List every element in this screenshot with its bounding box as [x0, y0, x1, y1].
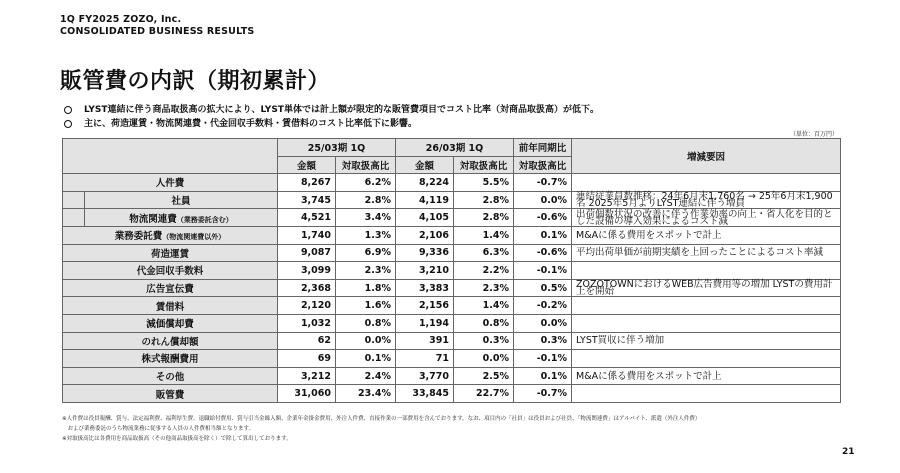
row-label-text: 代金回収手数料: [136, 266, 204, 278]
amount-curr: 2,156: [396, 297, 454, 315]
table-header-row: [63, 139, 841, 157]
amount-prev: 1,740: [278, 226, 336, 244]
ratio-prev: 6.2%: [336, 174, 396, 192]
amount-curr: 8,224: [396, 174, 454, 192]
row-label-text: 社員: [171, 196, 191, 208]
ratio-prev: 2.4%: [336, 367, 396, 385]
bullet-circle-icon: [64, 120, 72, 128]
change-factor: 連結従業員数推移：24年6月末1,760名 → 25年6月末1,900名 2025年5月よりLYST連結に伴う増員: [572, 191, 841, 209]
ratio-diff: -0.7%: [514, 385, 572, 403]
table-row: [63, 367, 841, 385]
report-header-line1: 1Q FY2025 ZOZO, Inc.: [60, 14, 182, 25]
ratio-diff: -0.7%: [514, 174, 572, 192]
ratio-diff: -0.1%: [514, 350, 572, 368]
amount-prev: 8,267: [278, 174, 336, 192]
table-row: [63, 350, 841, 368]
ratio-diff: -0.6%: [514, 209, 572, 227]
row-label: [63, 297, 278, 315]
report-header-line2: CONSOLIDATED BUSINESS RESULTS: [60, 26, 255, 37]
row-label: [63, 279, 278, 297]
ratio-prev: 2.8%: [336, 191, 396, 209]
amount-curr: 2,106: [396, 226, 454, 244]
row-label: [63, 314, 278, 332]
ratio-curr: 1.4%: [454, 297, 514, 315]
table-row: [63, 209, 841, 227]
ratio-diff: 0.0%: [514, 314, 572, 332]
bullet-circle-icon: [64, 106, 72, 114]
row-label: [85, 191, 278, 209]
ratio-curr: 0.8%: [454, 314, 514, 332]
change-factor: [572, 174, 841, 192]
change-factor: [572, 314, 841, 332]
bullet-text: 主に、荷造運賃・物流関連費・代金回収手数料・賃借料のコスト比率低下に影響。: [84, 119, 418, 129]
ratio-curr: 0.3%: [454, 332, 514, 350]
ratio-prev: 3.4%: [336, 209, 396, 227]
footnote: ※人件費は役員報酬、賞与、法定福利費、福利厚生費、退職給付費用、賞与引当金繰入額、企業年金掛金費用、外注人件費、直接作業の一部費用を含んでおります。なお、項目内の「社員」は役員および社員、「物流関連費」はアルバイト、派遣（外注人件費）: [62, 416, 701, 422]
amount-curr: 4,105: [396, 209, 454, 227]
ratio-diff: -0.6%: [514, 244, 572, 262]
amount-prev: 31,060: [278, 385, 336, 403]
header-prev-year: 前年同期比: [514, 139, 572, 157]
ratio-prev: 0.8%: [336, 314, 396, 332]
amount-curr: 3,770: [396, 367, 454, 385]
table-row: [63, 332, 841, 350]
ratio-curr: 5.5%: [454, 174, 514, 192]
ratio-prev: 0.1%: [336, 350, 396, 368]
change-factor: ZOZOTOWNにおけるWEB広告費用等の増加 LYSTの費用計上を開始: [572, 279, 841, 297]
header-ratio: 対取扱高比: [514, 156, 572, 174]
change-factor: [572, 297, 841, 315]
ratio-diff: -0.2%: [514, 297, 572, 315]
header-ratio: 対取扱高比: [336, 156, 396, 174]
ratio-curr: 2.8%: [454, 209, 514, 227]
amount-curr: 33,845: [396, 385, 454, 403]
row-label-text: のれん償却額: [141, 336, 199, 348]
table-row: [63, 314, 841, 332]
row-label-text: 広告宣伝費: [146, 284, 194, 296]
header-corner: [63, 139, 278, 174]
ratio-curr: 2.3%: [454, 279, 514, 297]
ratio-diff: 0.3%: [514, 332, 572, 350]
row-label: [63, 262, 278, 280]
ratio-curr: 0.0%: [454, 350, 514, 368]
amount-prev: 4,521: [278, 209, 336, 227]
row-label-text: 株式報酬費用: [141, 354, 199, 366]
amount-prev: 3,099: [278, 262, 336, 280]
amount-curr: 3,383: [396, 279, 454, 297]
change-factor: [572, 385, 841, 403]
row-label-text: 業務委託費: [114, 231, 163, 243]
ratio-prev: 1.3%: [336, 226, 396, 244]
footnote: および業務委託のうち物流業務に従事する人員の人件費相当額となります。: [62, 426, 255, 432]
amount-prev: 2,368: [278, 279, 336, 297]
change-factor: M&Aに係る費用をスポットで計上: [572, 367, 841, 385]
ratio-diff: 0.5%: [514, 279, 572, 297]
ratio-diff: -0.1%: [514, 262, 572, 280]
row-label: [63, 350, 278, 368]
row-label-text: 賃借料: [155, 301, 185, 313]
table-row: [63, 226, 841, 244]
ratio-curr: 1.4%: [454, 226, 514, 244]
amount-prev: 62: [278, 332, 336, 350]
indent-cell: [63, 209, 85, 227]
ratio-curr: 2.8%: [454, 191, 514, 209]
row-label: [63, 226, 278, 244]
header-factor: 増減要因: [572, 139, 841, 174]
header-group-prev: 25/03期 1Q: [278, 139, 396, 157]
page-title: 販管費の内訳（期初累計）: [60, 69, 331, 94]
row-label-note: （物流関連費以外）: [162, 233, 226, 242]
ratio-prev: 1.8%: [336, 279, 396, 297]
row-label-note: （業務委託含む）: [176, 215, 233, 224]
ratio-diff: 0.1%: [514, 367, 572, 385]
row-label: [85, 209, 278, 227]
amount-prev: 3,745: [278, 191, 336, 209]
report-header: [60, 14, 254, 38]
row-label-text: 減価償却費: [146, 319, 194, 331]
table-row: [63, 262, 841, 280]
change-factor: 出荷個数状況の改善に伴う作業効率の向上・省人化を目的とした設備の導入効果によるコスト減: [572, 209, 841, 227]
row-label: [63, 385, 278, 403]
row-label-text: その他: [155, 372, 185, 384]
footnote: ※対取扱高比は各費用を商品取扱高（その他商品取扱高を除く）で除して算出しております。: [62, 436, 292, 442]
row-label: [63, 367, 278, 385]
header-amount: 金額: [278, 156, 336, 174]
unit-label: （単位：百万円）: [789, 131, 838, 138]
ratio-curr: 6.3%: [454, 244, 514, 262]
amount-curr: 71: [396, 350, 454, 368]
row-label-text: 荷造運賃: [150, 248, 189, 260]
change-factor: [572, 350, 841, 368]
row-label: [63, 174, 278, 192]
amount-prev: 2,120: [278, 297, 336, 315]
ratio-prev: 23.4%: [336, 385, 396, 403]
footnotes: [62, 414, 700, 444]
change-factor: 平均出荷単価が前期実績を上回ったことによるコスト率減: [572, 244, 841, 262]
ratio-diff: 0.0%: [514, 191, 572, 209]
bullet-list: [64, 103, 599, 131]
amount-prev: 69: [278, 350, 336, 368]
table-row: [63, 191, 841, 209]
ratio-prev: 2.3%: [336, 262, 396, 280]
amount-curr: 3,210: [396, 262, 454, 280]
header-amount: 金額: [396, 156, 454, 174]
ratio-curr: 2.2%: [454, 262, 514, 280]
ratio-curr: 2.5%: [454, 367, 514, 385]
row-label-text: 販管費: [155, 389, 185, 401]
ratio-prev: 1.6%: [336, 297, 396, 315]
amount-prev: 1,032: [278, 314, 336, 332]
table-row: [63, 279, 841, 297]
bullet-text: LYST連結に伴う商品取扱高の拡大により、LYST単体では計上額が限定的な販管費項目でコスト比率（対商品取扱高）が低下。: [84, 105, 599, 115]
sga-breakdown-table: [62, 138, 841, 403]
amount-prev: 3,212: [278, 367, 336, 385]
ratio-curr: 22.7%: [454, 385, 514, 403]
bullet-item: [64, 103, 599, 117]
row-label: [63, 244, 278, 262]
header-group-curr: 26/03期 1Q: [396, 139, 514, 157]
table-row: [63, 297, 841, 315]
amount-prev: 9,087: [278, 244, 336, 262]
ratio-diff: 0.1%: [514, 226, 572, 244]
table-row: [63, 174, 841, 192]
change-factor: M&Aに係る費用をスポットで計上: [572, 226, 841, 244]
row-label-text: 人件費: [155, 178, 185, 190]
change-factor: [572, 262, 841, 280]
amount-curr: 4,119: [396, 191, 454, 209]
table-row: [63, 385, 841, 403]
bullet-item: [64, 117, 599, 131]
amount-curr: 391: [396, 332, 454, 350]
amount-curr: 9,336: [396, 244, 454, 262]
row-label: [63, 332, 278, 350]
row-label-text: 物流関連費: [129, 213, 177, 225]
ratio-prev: 6.9%: [336, 244, 396, 262]
indent-cell: [63, 191, 85, 209]
page-number: 21: [842, 447, 855, 457]
header-ratio: 対取扱高比: [454, 156, 514, 174]
change-factor: LYST買収に伴う増加: [572, 332, 841, 350]
amount-curr: 1,194: [396, 314, 454, 332]
ratio-prev: 0.0%: [336, 332, 396, 350]
table-row: [63, 244, 841, 262]
